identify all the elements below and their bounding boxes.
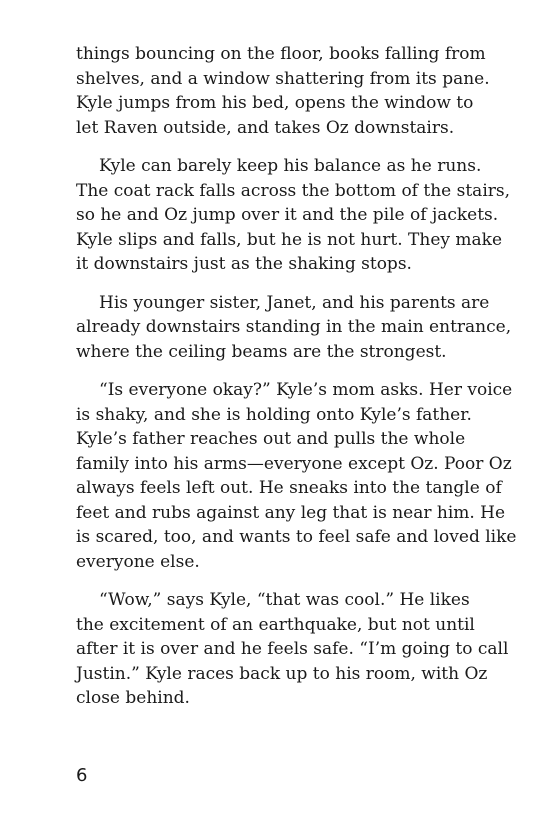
paragraph-line: Justin.” Kyle races back up to his room, with Oz [76,663,488,684]
paragraph-1 [76,42,496,140]
paragraph-line: is scared, too, and wants to feel safe and loved like [76,527,517,547]
paragraph-line: so he and Oz jump over it and the pile of jackets. [76,205,499,225]
paragraph-line: where the ceiling beams are the strongest. [76,341,447,362]
paragraph-line: “Wow,” says Kyle, “that was cool.” He likes [99,590,470,610]
paragraph-line: feet and rubs against any leg that is near him. He [76,502,506,523]
paragraph-3 [76,291,512,365]
paragraph-line: close behind. [76,688,190,708]
paragraph-line: “Is everyone okay?” Kyle’s mom asks. Her voice [99,380,513,400]
paragraph-4 [76,378,517,574]
paragraph-line: is shaky, and she is holding onto Kyle’s father. [76,404,472,425]
paragraph-line: the excitement of an earthquake, but not until [76,614,475,635]
paragraph-line: The coat rack falls across the bottom of the stairs, [76,180,511,201]
paragraph-line: let Raven outside, and takes Oz downstairs. [76,117,455,138]
paragraph-line: family into his arms—everyone except Oz. Poor Oz [76,453,512,474]
paragraph-line: always feels left out. He sneaks into the tangle of [76,478,502,498]
page-number: 6 [76,765,88,786]
paragraph-line: everyone else. [76,551,200,572]
paragraph-5 [76,588,509,711]
story-text [76,42,517,725]
paragraph-line: things bouncing on the floor, books falling from [76,44,486,64]
paragraph-line: His younger sister, Janet, and his parents are [99,292,490,313]
paragraph-line: Kyle slips and falls, but he is not hurt. They make [76,229,503,250]
paragraph-line: Kyle jumps from his bed, opens the window to [76,93,474,113]
paragraph-line: Kyle’s father reaches out and pulls the whole [76,429,466,449]
paragraph-line: already downstairs standing in the main entrance, [76,317,512,337]
paragraph-line: after it is over and he feels safe. “I’m going to call [76,639,509,659]
paragraph-line: it downstairs just as the shaking stops. [76,254,412,274]
paragraph-2 [76,154,511,277]
paragraph-line: Kyle can barely keep his balance as he runs. [99,156,482,176]
paragraph-line: shelves, and a window shattering from its pane. [76,68,490,89]
